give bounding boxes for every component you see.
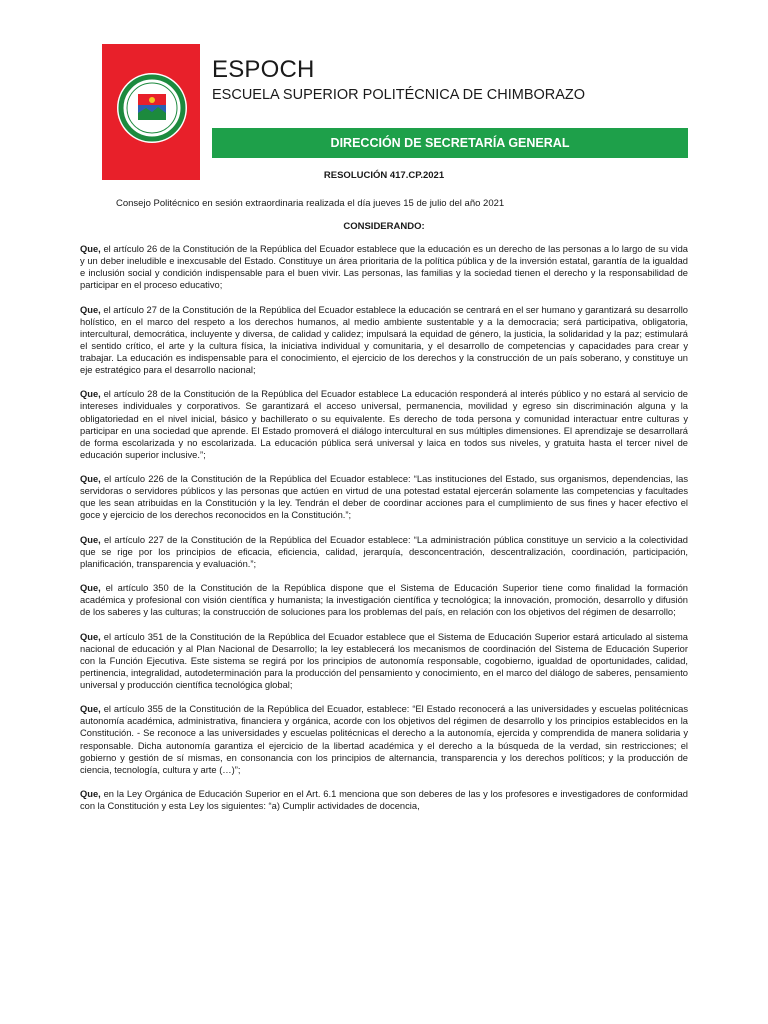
paragraph-text: el artículo 227 de la Constitución de la República del Ecuador establece: “La administración pública constituye un servicio a la colectividad que se rige por los principios de eficacia, eficiencia, calidad, jerarquía, desconcentración, descentralización, coordinación, participación, planificación, transparencia y evaluación.”;	[80, 534, 688, 569]
considerando-paragraph	[80, 788, 688, 812]
paragraph-text: el artículo 26 de la Constitución de la República del Ecuador establece que la educación es un derecho de las personas a lo largo de su vida y un deber ineludible e inexcusable del Estado. Constituye un área prioritaria de la política pública y de la inversión estatal, garantía de la igualdad e inclusión social y condición indispensable para el buen vivir. Las personas, las familias y la sociedad tienen el derecho y la responsabilidad de participar en el proceso educativo;	[80, 244, 688, 291]
paragraph-text: el artículo 350 de la Constitución de la República dispone que el Sistema de Educación Superior tiene como finalidad la formación académica y profesional con visión científica y humanista; la investigación científica y tecnológica; la innovación, promoción, desarrollo y difusión de los saberes y las culturas; la construcción de soluciones para los problemas del país, en relación con los objetivos del régimen de desarrollo;	[80, 583, 688, 618]
considerando-paragraph	[80, 473, 688, 521]
institution-short-name: ESPOCH	[212, 56, 315, 83]
paragraph-text: el artículo 355 de la Constitución de la República del Ecuador, establece: “El Estado reconocerá a las universidades y escuelas politécnicas autonomía académica, administrativa, financiera y orgánica, acorde con los objetivos del régimen de desarrollo y los principios establecidos en la Constitución. - Se reconoce a las universidades y escuelas politécnicas el derecho a la autonomía, ejercida y comprendida de manera solidaria y responsable. Dicha autonomía garantiza el ejercicio de la libertad académica y el derecho a la búsqueda de la verdad, sin restricciones; el gobierno y gestión de sí mismas, en consonancia con los principios de alternancia, transparencia y los derechos políticos; y la producción de ciencia, tecnología, cultura y arte (…)”;	[80, 704, 688, 775]
paragraph-text: el artículo 28 de la Constitución de la República del Ecuador establece La educación responderá al interés público y no estará al servicio de intereses individuales y corporativos. Se garantizará el acceso universal, permanencia, movilidad y egreso sin discriminación alguna y la obligatoriedad en el nivel inicial, básico y bachillerato o su equivalente. Es derecho de toda persona y comunidad interactuar entre culturas y participar en una sociedad que aprende. El Estado promoverá el diálogo intercultural en sus múltiples dimensiones. El aprendizaje se desarrollará de forma escolarizada y no escolarizada. La educación pública será universal y laica en todos sus niveles, y gratuita hasta el tercer nivel de educación superior inclusive.”;	[80, 389, 688, 460]
que-lead: Que,	[80, 304, 101, 315]
que-lead: Que,	[80, 631, 101, 642]
que-lead: Que,	[80, 704, 101, 715]
que-lead: Que,	[80, 474, 101, 485]
que-lead: Que,	[80, 389, 101, 400]
considerando-paragraph	[80, 534, 688, 570]
espoch-logo	[102, 44, 200, 180]
considerando-paragraph	[80, 582, 688, 618]
que-lead: Que,	[80, 583, 101, 594]
paragraph-text: en la Ley Orgánica de Educación Superior en el Art. 6.1 menciona que son deberes de las y los profesores e investigadores de conformidad con la Constitución y esta Ley los siguientes: “a) Cumplir actividades de docencia,	[80, 788, 688, 812]
que-lead: Que,	[80, 788, 101, 799]
considerando-paragraph	[80, 703, 688, 776]
session-statement: Consejo Politécnico en sesión extraordinaria realizada el día jueves 15 de julio del año 2021	[116, 198, 505, 209]
document-body	[80, 243, 688, 824]
paragraph-text: el artículo 27 de la Constitución de la República del Ecuador establece la educación se centrará en el ser humano y garantizará su desarrollo holístico, en el marco del respeto a los derechos humanos, al medio ambiente sustentable y a la democracia; será participativa, obligatoria, intercultural, democrática, incluyente y diversa, de calidad y calidez; impulsará la equidad de género, la justicia, la solidaridad y la paz; estimulará el sentido crítico, el arte y la cultura física, la iniciativa individual y comunitaria, y el desarrollo de competencias y capacidades para crear y trabajar. La educación es indispensable para el conocimiento, el ejercicio de los derechos y la construcción de un país soberano, y constituye un eje estratégico para el desarrollo nacional;	[80, 304, 688, 376]
institution-full-name: ESCUELA SUPERIOR POLITÉCNICA DE CHIMBORAZO	[212, 87, 586, 103]
considerando-paragraph	[80, 631, 688, 691]
que-lead: Que,	[80, 244, 101, 254]
paragraph-text: el artículo 226 de la Constitución de la República del Ecuador establece: “Las instituciones del Estado, sus organismos, dependencias, las servidoras o servidores públicos y las personas que actúen en virtud de una potestad estatal ejercerán solamente las competencias y facultades que les sean atribuidas en la Constitución y la ley. Tendrán el deber de coordinar acciones para el cumplimiento de sus fines y hacer efectivo el goce y ejercicio de los derechos reconocidos en la Constitución.”;	[80, 474, 688, 521]
considerando-paragraph	[80, 243, 688, 291]
considerando-paragraph	[80, 388, 688, 461]
que-lead: Que,	[80, 534, 101, 545]
department-banner: DIRECCIÓN DE SECRETARÍA GENERAL	[212, 128, 688, 158]
resolution-title: RESOLUCIÓN 417.CP.2021	[323, 170, 445, 181]
considerando-paragraph	[80, 304, 688, 377]
university-seal-icon	[116, 72, 188, 144]
considering-heading: CONSIDERANDO:	[343, 221, 425, 232]
paragraph-text: el artículo 351 de la Constitución de la República del Ecuador establece que el Sistema de Educación Superior estará articulado al sistema nacional de educación y al Plan Nacional de Desarrollo; la ley establecerá los mecanismos de coordinación del Sistema de Educación Superior con la Función Ejecutiva. Este sistema se regirá por los principios de autonomía responsable, cogobierno, igualdad de oportunidades, calidad, pertinencia, integralidad, autodeterminación para la producción del pensamiento y conocimiento, en el marco del diálogo de saberes, pensamiento universal y producción científica tecnológica global;	[80, 631, 688, 690]
